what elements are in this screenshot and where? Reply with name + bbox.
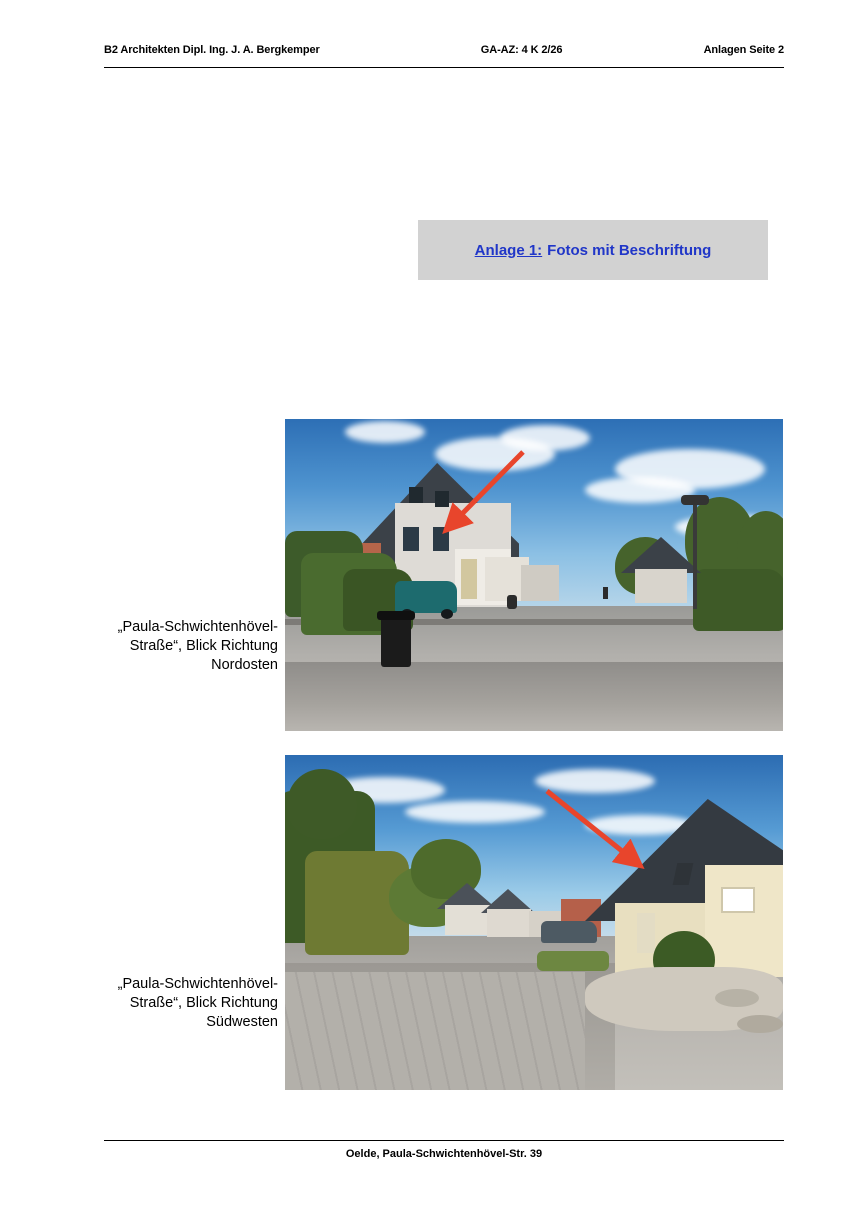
page-footer: Oelde, Paula-Schwichtenhövel-Str. 39 <box>104 1140 784 1160</box>
house <box>487 909 531 937</box>
house <box>635 569 687 603</box>
window <box>435 491 449 507</box>
page-header <box>104 44 784 68</box>
lawn <box>537 951 609 971</box>
anlage-banner-label: Anlage 1: <box>474 241 543 259</box>
distant-figure <box>603 587 608 599</box>
waste-bin-lid <box>377 611 415 620</box>
photo-northeast-view <box>285 419 783 731</box>
anlage-banner <box>418 220 768 280</box>
anlage-banner-text: Fotos mit Beschriftung <box>547 241 712 259</box>
window <box>721 887 755 913</box>
manhole-cover <box>715 989 759 1007</box>
figure-photo-2 <box>285 755 783 1090</box>
cloud <box>345 421 425 443</box>
header-left-text: B2 Architekten Dipl. Ing. J. A. Bergkemper <box>104 44 320 56</box>
cloud <box>585 477 695 503</box>
figure-2-caption: „Paula-Schwichtenhövel-Straße“, Blick Richtung Südwesten <box>117 976 278 1031</box>
figure-photo-1 <box>285 419 783 731</box>
window <box>403 527 419 551</box>
parked-car <box>541 921 597 943</box>
street-lamp-pole <box>693 501 697 609</box>
cloud <box>535 769 655 793</box>
window <box>409 487 423 503</box>
paved-driveway <box>285 972 585 1090</box>
door <box>637 913 655 953</box>
header-right-text: Anlagen Seite 2 <box>703 44 784 56</box>
photo-southwest-view <box>285 755 783 1090</box>
street-lamp-head <box>681 495 709 505</box>
tree <box>287 769 357 839</box>
manhole-cover <box>737 1015 783 1033</box>
window <box>433 527 449 551</box>
house-facade <box>705 865 783 977</box>
street-foreground <box>285 662 783 731</box>
header-center-text: GA-AZ: 4 K 2/26 <box>480 44 563 56</box>
car-wheel <box>441 609 453 619</box>
door <box>461 559 477 599</box>
house <box>445 905 491 935</box>
cloud <box>500 425 590 451</box>
waste-bin <box>381 615 411 667</box>
hedge-right <box>693 569 783 631</box>
house-next <box>521 565 559 601</box>
distant-object <box>507 595 517 609</box>
figure-1-caption: „Paula-Schwichtenhövel-Straße“, Blick Richtung Nordosten <box>117 619 278 674</box>
cloud <box>405 801 545 823</box>
